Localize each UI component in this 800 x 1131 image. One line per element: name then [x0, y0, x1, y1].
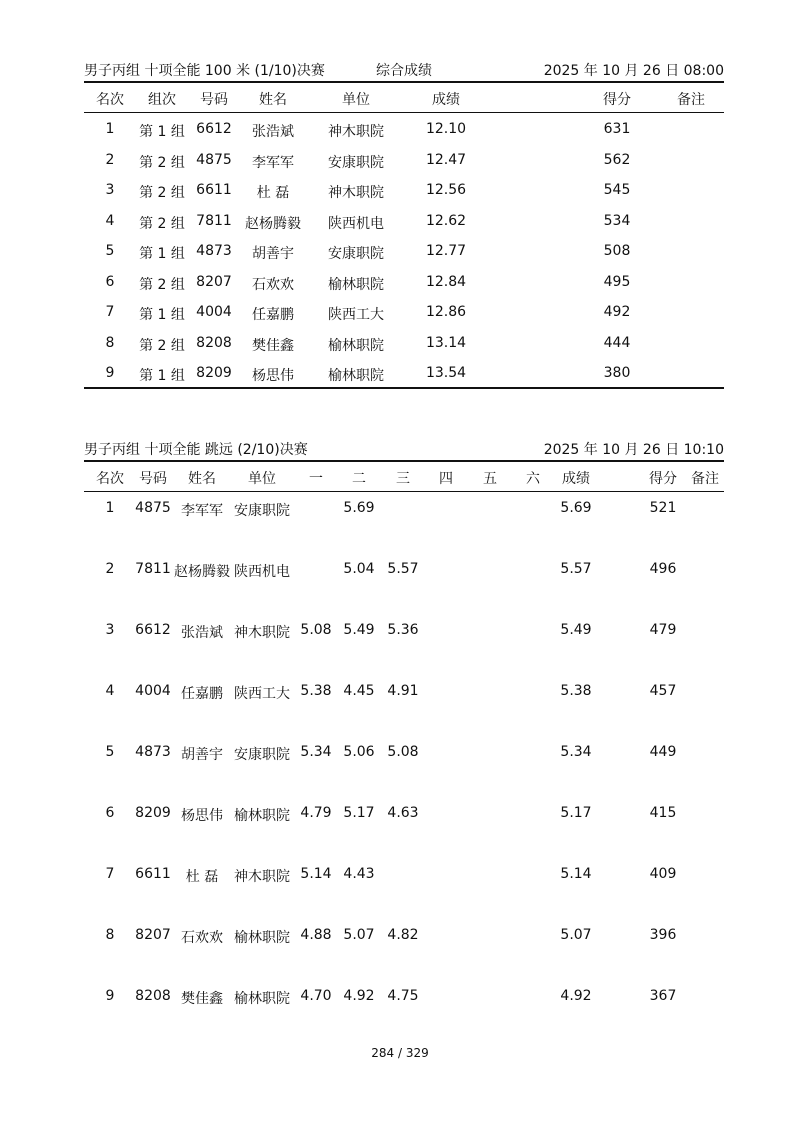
section2-cell: 5.34	[560, 744, 592, 760]
section2-cell: 陕西机电	[234, 564, 290, 580]
section2-cell: 5.57	[560, 561, 592, 577]
section2-cell: 5.34	[300, 744, 332, 760]
section2-cell: 396	[649, 927, 677, 943]
section2-header-cell: 成绩	[562, 471, 590, 487]
section1-cell: 12.10	[425, 121, 467, 137]
section1-header-cell: 得分	[603, 92, 631, 108]
section2-cell: 5.04	[343, 561, 375, 577]
section1-cell: 6611	[196, 182, 232, 198]
section2-cell: 9	[105, 988, 115, 1004]
section2-cell: 4.63	[387, 805, 419, 821]
section2-cell: 8208	[135, 988, 171, 1004]
section2-cell: 杜 磊	[185, 869, 219, 885]
section2-cell: 安康职院	[234, 747, 290, 763]
section1-cell: 第 2 组	[139, 337, 185, 354]
section1-cell: 8	[105, 334, 115, 351]
section1-title: 男子丙组 十项全能 100 米 (1/10)决赛	[84, 63, 325, 79]
section1-cell: 7	[105, 304, 115, 320]
section1-cell: 任嘉鹏	[252, 307, 294, 323]
section1-cell: 545	[603, 182, 631, 198]
section2-cell: 5.08	[300, 622, 332, 638]
section2-cell: 4	[105, 683, 115, 699]
section2-cell: 1	[105, 500, 115, 516]
section1-cell: 第 2 组	[139, 276, 185, 293]
section2-cell: 赵杨腾毅	[174, 564, 230, 580]
section2-cell: 任嘉鹏	[181, 686, 223, 702]
section1-cell: 12.47	[425, 151, 467, 168]
section2-cell: 4875	[135, 500, 171, 516]
section2-cell: 5.06	[343, 744, 375, 760]
section2-cell: 496	[649, 561, 677, 577]
section2-cell: 胡善宇	[181, 747, 223, 763]
section2-cell: 8207	[135, 927, 171, 943]
section1-cell: 492	[603, 304, 631, 320]
section1-header-cell: 成绩	[432, 92, 460, 108]
section1-header-cell: 组次	[148, 92, 176, 108]
section2-cell: 521	[649, 500, 677, 516]
section2-cell: 415	[649, 805, 677, 821]
section1-cell: 陕西工大	[328, 307, 384, 323]
section1-cell: 安康职院	[328, 246, 384, 262]
section2-header-cell: 二	[352, 471, 366, 487]
section2-cell: 4.91	[387, 683, 419, 699]
section1-cell: 13.54	[425, 365, 467, 381]
section2-header-cell: 一	[309, 471, 323, 487]
section1-cell: 380	[603, 365, 631, 381]
section1-cell: 9	[105, 365, 115, 381]
section2-cell: 2	[105, 561, 115, 577]
section2-cell: 神木职院	[234, 625, 290, 641]
section2-header-cell: 号码	[139, 471, 167, 487]
section2-cell: 4.82	[387, 927, 419, 943]
section1-cell: 榆林职院	[328, 276, 384, 293]
section1-cell: 495	[603, 273, 631, 290]
section1-cell: 12.62	[425, 212, 467, 229]
section1-header-cell: 名次	[96, 92, 124, 108]
section1-cell: 12.77	[425, 243, 467, 259]
section1-bottom-rule	[84, 387, 724, 389]
section2-cell: 449	[649, 744, 677, 760]
section1-cell: 张浩斌	[252, 124, 294, 140]
section2-cell: 5.08	[387, 744, 419, 760]
section2-cell: 榆林职院	[234, 930, 290, 946]
section1-cell: 2	[105, 151, 115, 168]
section2-header-cell: 三	[396, 471, 410, 487]
section2-header-cell: 名次	[96, 471, 124, 487]
section1-header-cell: 号码	[200, 92, 228, 108]
section1-cell: 榆林职院	[328, 337, 384, 354]
section2-header-cell: 姓名	[188, 471, 216, 487]
section1-cell: 1	[105, 121, 115, 137]
section1-cell: 赵杨腾毅	[245, 215, 301, 232]
section1-cell: 6612	[196, 121, 232, 137]
section1-cell: 杨思伟	[252, 368, 294, 384]
section2-cell: 4004	[135, 683, 171, 699]
section2-cell: 5	[105, 744, 115, 760]
section1-cell: 第 1 组	[139, 368, 185, 384]
section1-cell: 第 1 组	[139, 246, 185, 262]
section2-cell: 石欢欢	[181, 930, 223, 946]
section2-cell: 榆林职院	[234, 991, 290, 1007]
section1-cell: 榆林职院	[328, 368, 384, 384]
section2-cell: 7	[105, 866, 115, 882]
section1-cell: 神木职院	[328, 124, 384, 140]
section2-header-cell: 六	[526, 471, 540, 487]
section2-cell: 6	[105, 805, 115, 821]
section1-cell: 4	[105, 212, 115, 229]
section1-cell: 安康职院	[328, 154, 384, 171]
section2-header-cell: 单位	[248, 471, 276, 487]
section1-cell: 第 1 组	[139, 307, 185, 323]
section1-cell: 4873	[196, 243, 232, 259]
section1-header-cell: 单位	[342, 92, 370, 108]
section1-cell: 第 2 组	[139, 185, 185, 201]
section2-header-cell: 四	[439, 471, 453, 487]
section2-cell: 3	[105, 622, 115, 638]
section1-cell: 第 2 组	[139, 215, 185, 232]
section1-cell: 562	[603, 151, 631, 168]
section2-cell: 樊佳鑫	[181, 991, 223, 1007]
section1-top-rule	[84, 81, 724, 83]
section1-cell: 李军军	[252, 154, 294, 171]
section2-cell: 5.17	[343, 805, 375, 821]
section2-cell: 5.14	[560, 866, 592, 882]
section1-cell: 12.56	[425, 182, 467, 198]
section1-cell: 7811	[196, 212, 232, 229]
section1-cell: 8209	[196, 365, 232, 381]
section2-cell: 5.49	[560, 622, 592, 638]
section2-header-cell: 五	[483, 471, 497, 487]
section2-cell: 6611	[135, 866, 171, 882]
section2-cell: 张浩斌	[181, 625, 223, 641]
section2-cell: 457	[649, 683, 677, 699]
page-number: 284 / 329	[371, 1046, 429, 1060]
section2-cell: 5.14	[300, 866, 332, 882]
section1-cell: 4875	[196, 151, 232, 168]
section1-cell: 第 2 组	[139, 154, 185, 171]
section1-cell: 631	[603, 121, 631, 137]
section2-cell: 5.07	[343, 927, 375, 943]
section1-cell: 樊佳鑫	[252, 337, 294, 354]
section2-header-rule	[84, 491, 724, 492]
section1-datetime: 2025 年 10 月 26 日 08:00	[543, 63, 724, 79]
section2-cell: 367	[649, 988, 677, 1004]
section2-cell: 7811	[135, 561, 171, 577]
section2-cell: 4.45	[343, 683, 375, 699]
section2-cell: 6612	[135, 622, 171, 638]
section2-title: 男子丙组 十项全能 跳远 (2/10)决赛	[84, 442, 308, 458]
section2-cell: 5.38	[560, 683, 592, 699]
section2-cell: 8	[105, 927, 115, 943]
section1-subtitle: 综合成绩	[376, 63, 432, 79]
section2-cell: 4.92	[560, 988, 592, 1004]
section1-cell: 杜 磊	[256, 185, 290, 201]
section1-cell: 胡善宇	[252, 246, 294, 262]
section1-cell: 12.86	[425, 304, 467, 320]
section1-cell: 石欢欢	[252, 276, 294, 293]
section1-cell: 3	[105, 182, 115, 198]
section2-cell: 榆林职院	[234, 808, 290, 824]
section2-cell: 4873	[135, 744, 171, 760]
section2-cell: 5.36	[387, 622, 419, 638]
section2-cell: 陕西工大	[234, 686, 290, 702]
section2-cell: 4.75	[387, 988, 419, 1004]
section2-cell: 4.88	[300, 927, 332, 943]
section2-cell: 4.92	[343, 988, 375, 1004]
section2-cell: 5.17	[560, 805, 592, 821]
section2-cell: 杨思伟	[181, 808, 223, 824]
section2-cell: 5.69	[343, 500, 375, 516]
section2-top-rule	[84, 460, 724, 462]
section2-cell: 5.69	[560, 500, 592, 516]
section1-cell: 第 1 组	[139, 124, 185, 140]
section1-header-cell: 备注	[677, 92, 705, 108]
section2-cell: 4.70	[300, 988, 332, 1004]
section1-cell: 13.14	[425, 334, 467, 351]
section2-cell: 5.49	[343, 622, 375, 638]
section1-cell: 508	[603, 243, 631, 259]
section2-cell: 479	[649, 622, 677, 638]
section1-cell: 534	[603, 212, 631, 229]
section2-cell: 4.43	[343, 866, 375, 882]
section1-cell: 4004	[196, 304, 232, 320]
section1-cell: 陕西机电	[328, 215, 384, 232]
section2-cell: 5.38	[300, 683, 332, 699]
section2-cell: 安康职院	[234, 503, 290, 519]
section2-cell: 5.57	[387, 561, 419, 577]
section2-cell: 神木职院	[234, 869, 290, 885]
section1-header-rule	[84, 112, 724, 113]
section1-header-cell: 姓名	[259, 92, 287, 108]
section1-cell: 6	[105, 273, 115, 290]
section2-datetime: 2025 年 10 月 26 日 10:10	[543, 442, 724, 458]
section2-cell: 8209	[135, 805, 171, 821]
section2-cell: 4.79	[300, 805, 332, 821]
section1-cell: 8208	[196, 334, 232, 351]
section1-cell: 5	[105, 243, 115, 259]
section2-cell: 409	[649, 866, 677, 882]
section2-header-cell: 备注	[691, 471, 719, 487]
section2-header-cell: 得分	[649, 471, 677, 487]
section2-cell: 5.07	[560, 927, 592, 943]
section1-cell: 444	[603, 334, 631, 351]
section1-cell: 8207	[196, 273, 232, 290]
section1-cell: 12.84	[425, 273, 467, 290]
section2-cell: 李军军	[181, 503, 223, 519]
section1-cell: 神木职院	[328, 185, 384, 201]
